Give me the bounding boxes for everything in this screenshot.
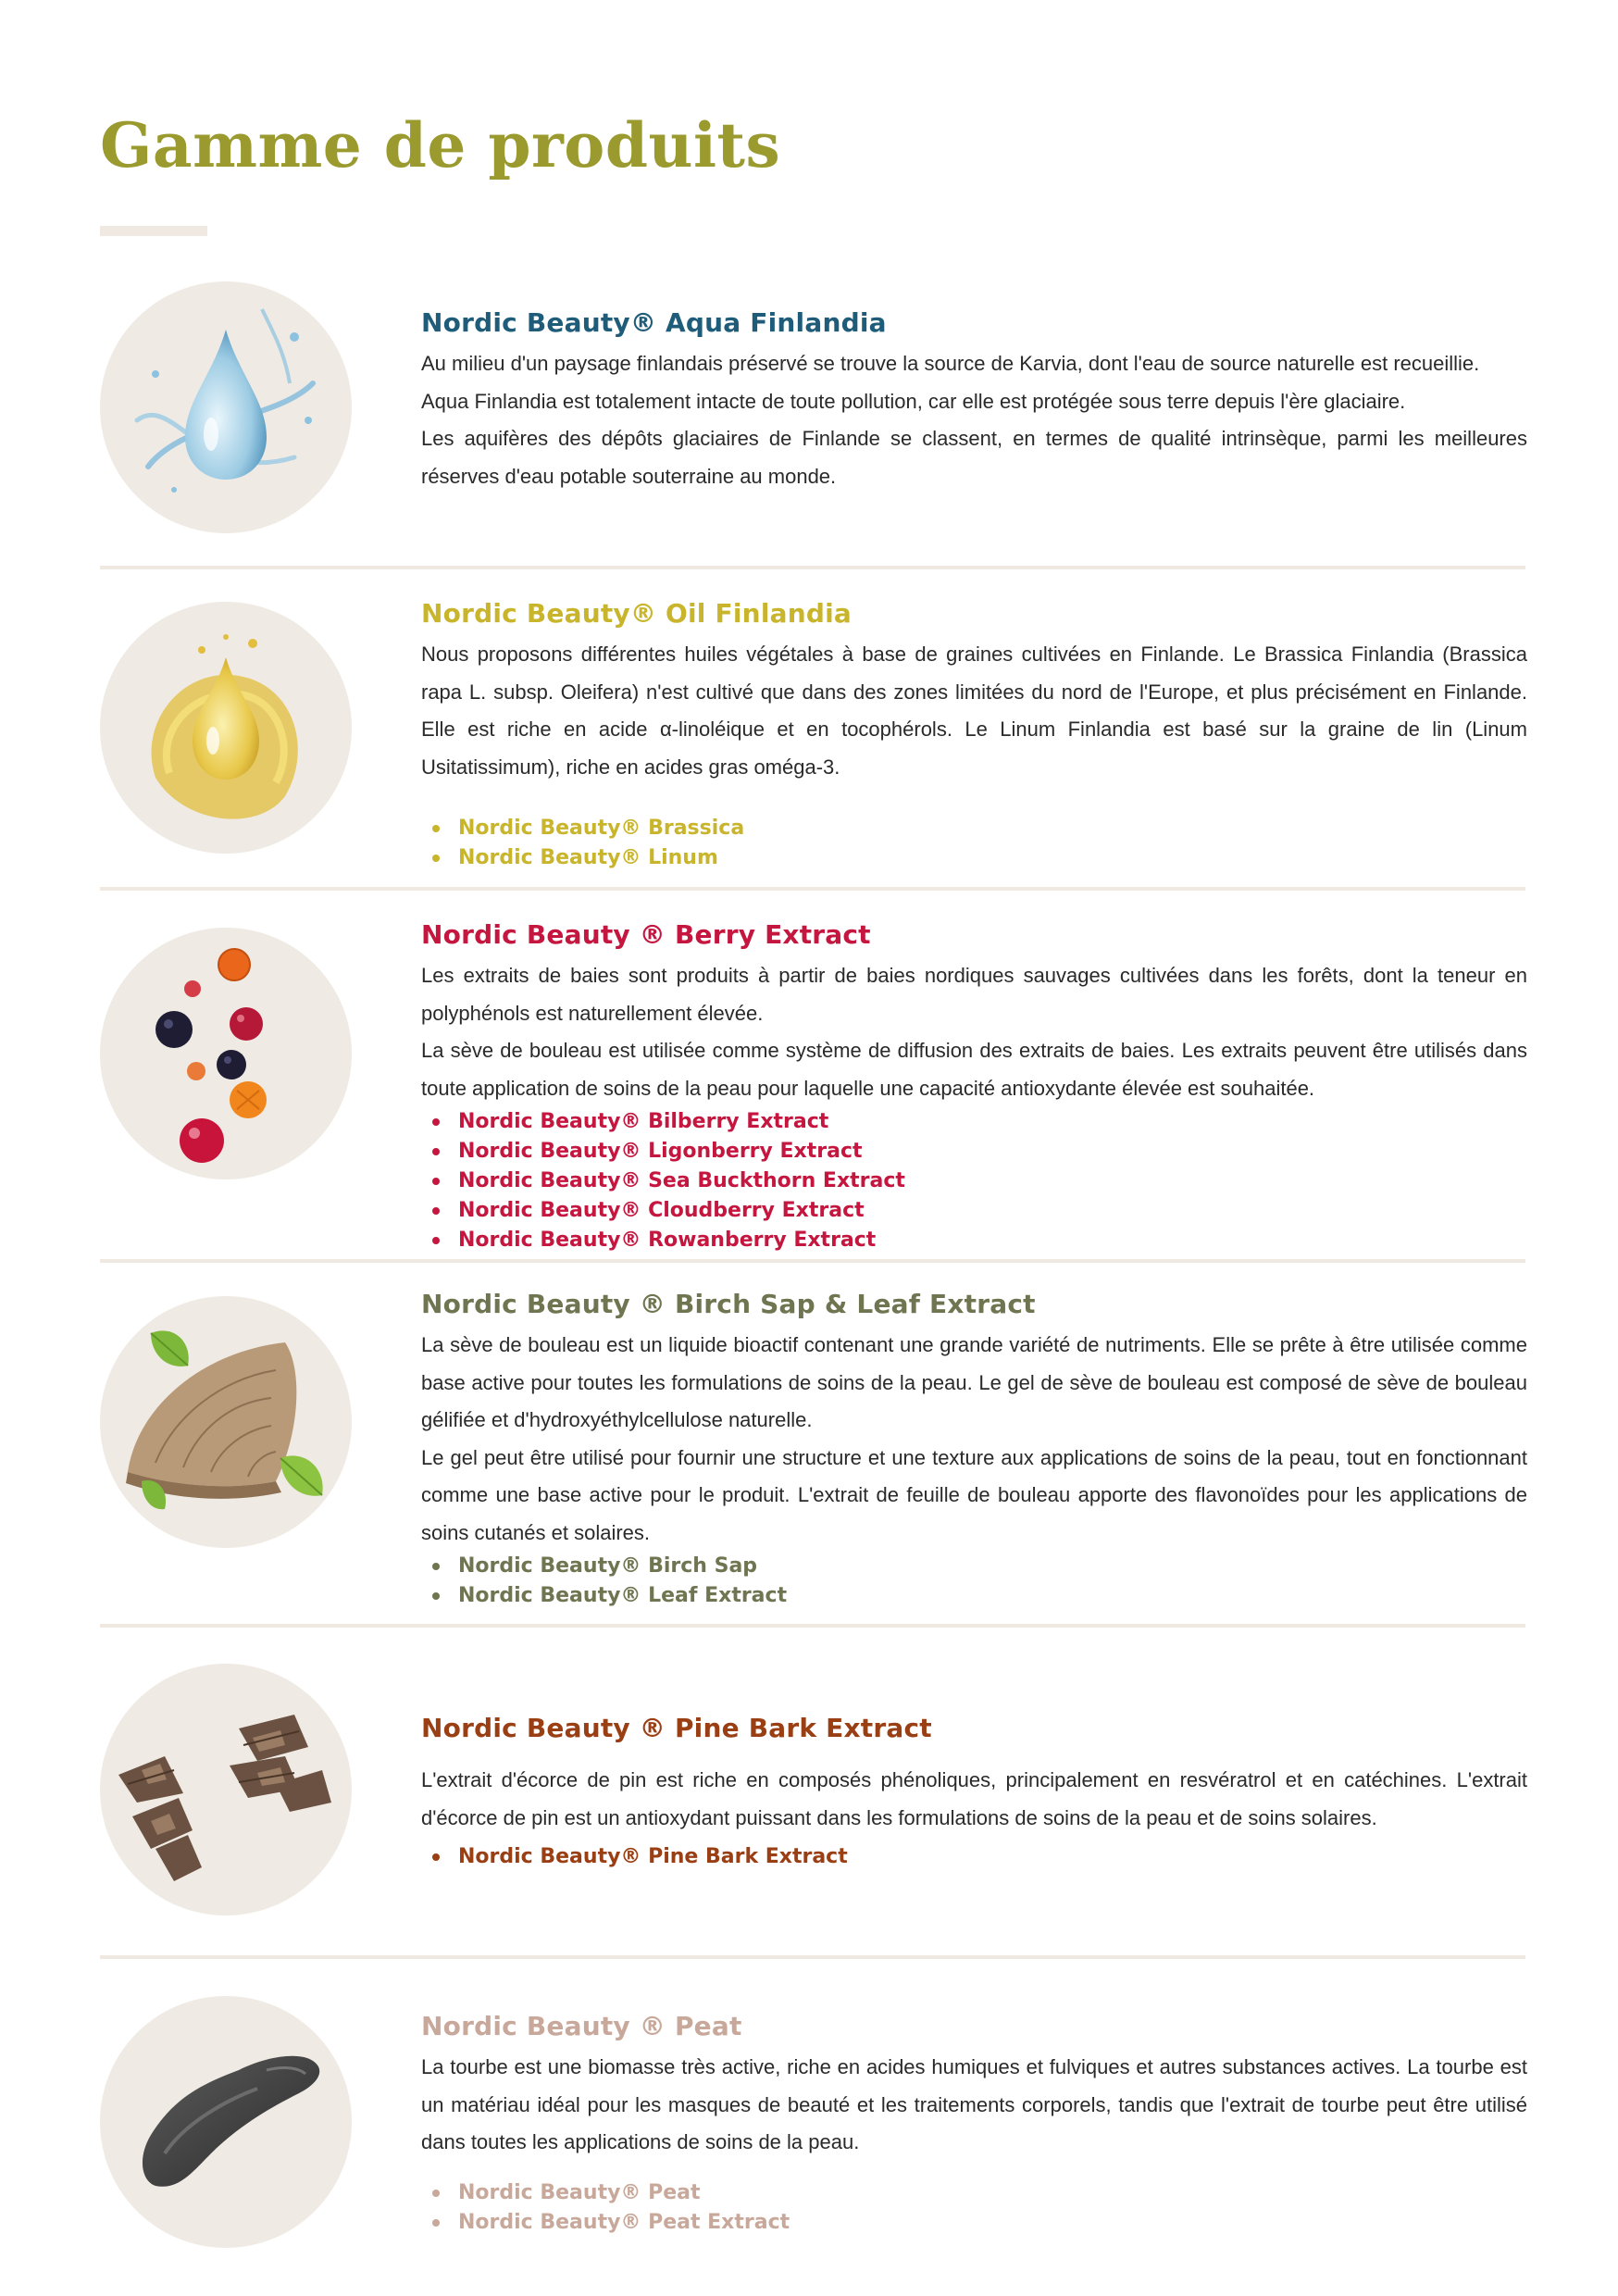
page-title: Gamme de produits bbox=[100, 109, 781, 181]
section-paragraph: L'extrait d'écorce de pin est riche en composés phénoliques, principalement en resvératrol et en catéchines. L'extrait d'écorce de pin est un antioxydant puissant dans les formulations de soins de la peau et de soins solaires. bbox=[421, 1768, 1527, 1829]
list-item bbox=[421, 1552, 1527, 1581]
section-title: Nordic Beauty® Aqua Finlandia bbox=[421, 307, 887, 338]
list-item bbox=[421, 1196, 1527, 1226]
list-item-label: Nordic Beauty® Brassica bbox=[458, 817, 745, 840]
water-drop-icon bbox=[100, 281, 352, 533]
list-item-label: Nordic Beauty® Rowanberry Extract bbox=[458, 1229, 877, 1252]
list-item-label: Nordic Beauty® Birch Sap bbox=[458, 1554, 758, 1578]
section-paragraph: La tourbe est une biomasse très active, riche en acides humiques et fulviques et autres substances actives. La tourbe est un matériau idéal pour les masques de beauté et les traitements corporels, tandis que l'extrait de tourbe peut être utilisé dans toutes les applications de soins de la peau. bbox=[421, 2055, 1527, 2153]
product-list bbox=[421, 2178, 1527, 2238]
peat-circle bbox=[100, 1996, 352, 2248]
list-item bbox=[421, 1107, 1527, 1137]
peat-mud-icon bbox=[100, 1996, 352, 2248]
list-item-label: Nordic Beauty® Peat Extract bbox=[458, 2210, 790, 2234]
section-title: Nordic Beauty ® Pine Bark Extract bbox=[421, 1713, 932, 1743]
title-underline bbox=[100, 226, 207, 236]
product-list bbox=[421, 1107, 1527, 1255]
list-item-label: Nordic Beauty® Ligonberry Extract bbox=[458, 1140, 863, 1163]
section-title: Nordic Beauty ® Peat bbox=[421, 2011, 742, 2041]
product-list bbox=[421, 1552, 1527, 1611]
section-divider bbox=[100, 1259, 1525, 1263]
section-title: Nordic Beauty ® Birch Sap & Leaf Extract bbox=[421, 1289, 1036, 1319]
list-item bbox=[421, 1581, 1527, 1611]
list-item-label: Nordic Beauty® Linum bbox=[458, 846, 718, 869]
section-paragraph: La sève de bouleau est un liquide bioactif contenant une grande variété de nutriments. Elle se prête à être utilisée comme base active pour toutes les formulations de soins de la peau. Le gel de sève de bouleau est composé de sève de bouleau gélifiée et d'hydroxyéthylcellulose naturelle. bbox=[421, 1333, 1527, 1431]
section-title: Nordic Beauty® Oil Finlandia bbox=[421, 598, 852, 629]
list-item bbox=[421, 1842, 1527, 1872]
oil-drop-icon bbox=[100, 602, 352, 854]
section-title: Nordic Beauty ® Berry Extract bbox=[421, 919, 871, 950]
list-item bbox=[421, 814, 1527, 843]
list-item bbox=[421, 1137, 1527, 1167]
section-paragraph: Le gel peut être utilisé pour fournir une structure et une texture aux applications de soins de la peau, tout en fonctionnant comme une base active pour le produit. L'extrait de feuille de bouleau apporte des flavonoïdes pour les applications de soins cutanés et solaires. bbox=[421, 1445, 1527, 1544]
section-divider bbox=[100, 1624, 1525, 1628]
birch-circle bbox=[100, 1296, 352, 1548]
section-divider bbox=[100, 1955, 1525, 1959]
section-divider bbox=[100, 887, 1525, 891]
aqua-circle bbox=[100, 281, 352, 533]
pine-bark-icon bbox=[100, 1664, 352, 1915]
list-item bbox=[421, 843, 1527, 873]
section-paragraph: Au milieu d'un paysage finlandais préservé se trouve la source de Karvia, dont l'eau de source naturelle est recueillie. bbox=[421, 352, 1480, 375]
list-item-label: Nordic Beauty® Peat bbox=[458, 2180, 701, 2204]
product-list bbox=[421, 1842, 1527, 1872]
list-item-label: Nordic Beauty® Leaf Extract bbox=[458, 1584, 788, 1607]
section-paragraph: Nous proposons différentes huiles végétales à base de graines cultivées en Finlande. Le Brassica Finlandia (Brassica rapa L. subsp. Oleifera) n'est cultivé que dans des zones limitées du nord de l'Europe, et plus précisément en Finlande. Elle est riche en acide α-linoléique et en tocophérols. Le Linum Finlandia est basé sur la graine de lin (Linum Usitatissimum), riche en acides gras oméga-3. bbox=[421, 643, 1527, 779]
list-item bbox=[421, 2208, 1527, 2238]
birch-wood-icon bbox=[100, 1296, 352, 1548]
list-item bbox=[421, 1226, 1527, 1255]
section-paragraph: Les aquifères des dépôts glaciaires de Finlande se classent, en termes de qualité intrinsèque, parmi les meilleures réserves d'eau potable souterraine au monde. bbox=[421, 427, 1527, 488]
pine-circle bbox=[100, 1664, 352, 1915]
berries-icon bbox=[100, 928, 352, 1179]
berry-circle bbox=[100, 928, 352, 1179]
oil-circle bbox=[100, 602, 352, 854]
list-item-label: Nordic Beauty® Pine Bark Extract bbox=[458, 1845, 848, 1868]
list-item-label: Nordic Beauty® Cloudberry Extract bbox=[458, 1199, 865, 1222]
section-paragraph: Les extraits de baies sont produits à partir de baies nordiques sauvages cultivées dans les forêts, dont la teneur en polyphénols est naturellement élevée. bbox=[421, 964, 1527, 1025]
list-item-label: Nordic Beauty® Sea Buckthorn Extract bbox=[458, 1169, 905, 1192]
section-divider bbox=[100, 566, 1525, 569]
list-item-label: Nordic Beauty® Bilberry Extract bbox=[458, 1110, 829, 1133]
product-list bbox=[421, 814, 1527, 873]
section-paragraph: Aqua Finlandia est totalement intacte de toute pollution, car elle est protégée sous terre depuis l'ère glaciaire. bbox=[421, 389, 1406, 413]
list-item bbox=[421, 1167, 1527, 1196]
list-item bbox=[421, 2178, 1527, 2208]
section-paragraph: La sève de bouleau est utilisée comme système de diffusion des extraits de baies. Les extraits peuvent être utilisés dans toute application de soins de la peau pour laquelle une capacité antioxydante élevée est souhaitée. bbox=[421, 1039, 1527, 1100]
